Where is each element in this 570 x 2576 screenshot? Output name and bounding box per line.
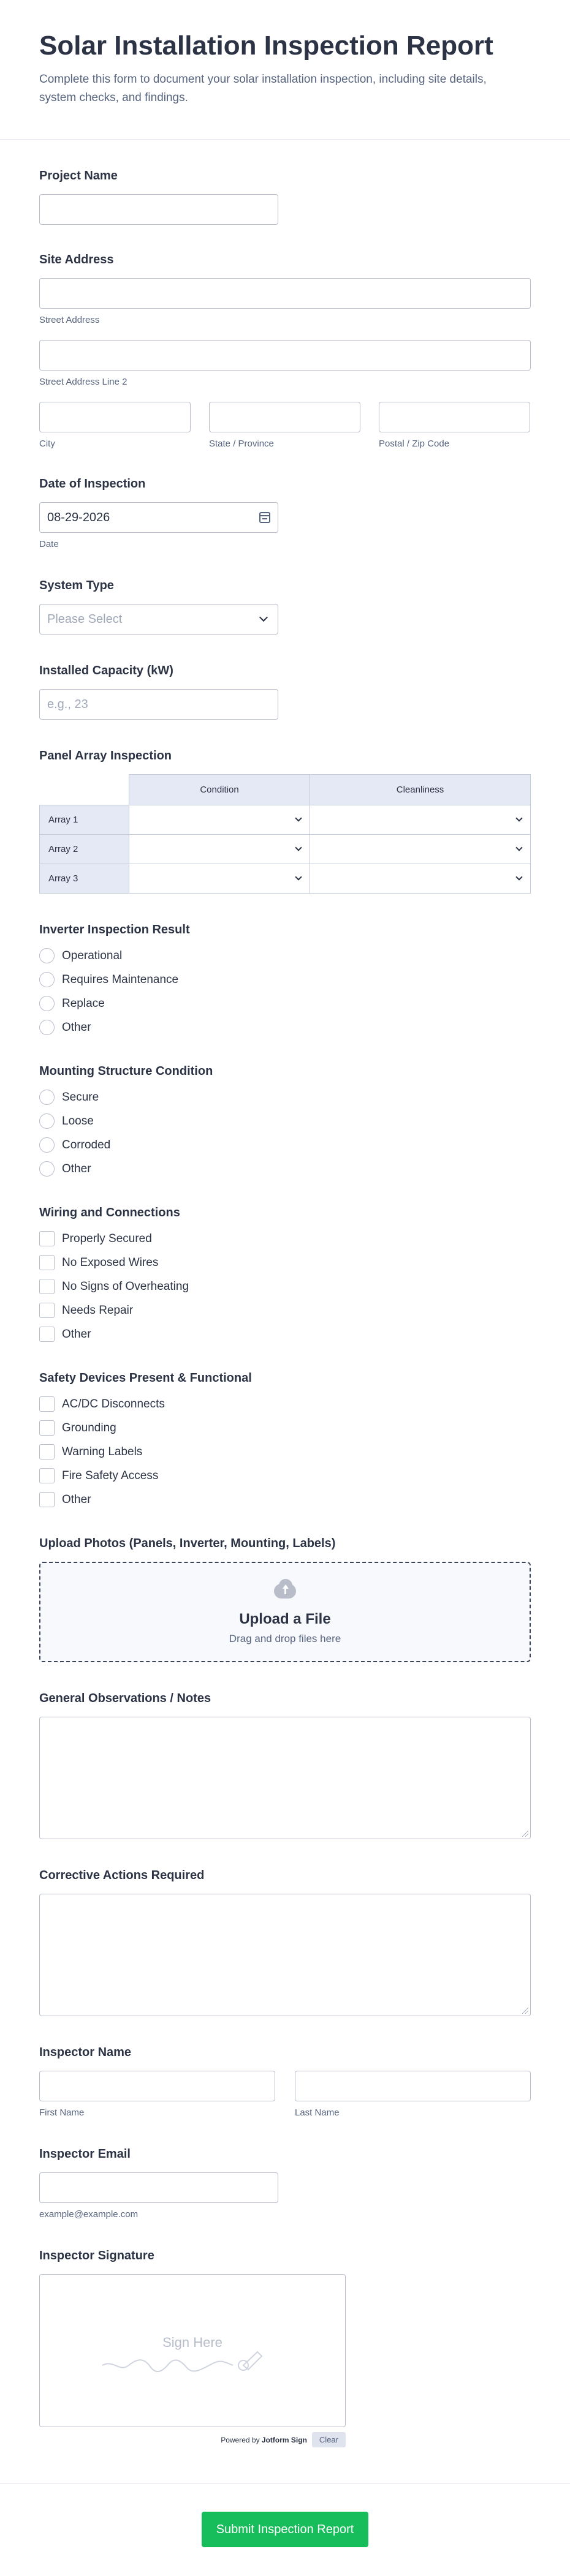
chevron-down-icon xyxy=(515,815,522,821)
street-address-input[interactable] xyxy=(39,278,531,309)
array2-condition-select[interactable] xyxy=(129,835,310,864)
clear-signature-button[interactable]: Clear xyxy=(312,2432,346,2447)
street-address-line2-input[interactable] xyxy=(39,340,531,371)
corrective-question xyxy=(39,1869,531,2016)
signature-label: Inspector Signature xyxy=(39,2249,154,2263)
signature-scribble-icon xyxy=(101,2347,285,2378)
postal-sublabel: Postal / Zip Code xyxy=(379,439,450,450)
checkbox[interactable] xyxy=(39,1255,55,1270)
resize-handle-icon[interactable] xyxy=(522,1831,528,1837)
option-label: Needs Repair xyxy=(62,1303,134,1317)
array1-condition-select[interactable] xyxy=(129,806,310,834)
site-address-question xyxy=(39,253,531,449)
mounting-label: Mounting Structure Condition xyxy=(39,1064,213,1079)
mounting-option[interactable] xyxy=(39,1090,531,1105)
capacity-input[interactable] xyxy=(39,689,278,720)
signature-question xyxy=(39,2249,531,2447)
first-name-sublabel: First Name xyxy=(39,2107,85,2118)
state-sublabel: State / Province xyxy=(209,439,274,450)
corrective-textarea[interactable] xyxy=(39,1894,531,2016)
radio-button[interactable] xyxy=(39,1161,55,1177)
option-label: Warning Labels xyxy=(62,1445,143,1458)
option-label: Other xyxy=(62,1162,91,1175)
inspector-email-question xyxy=(39,2147,531,2220)
matrix-col-condition: Condition xyxy=(129,775,310,805)
checkbox[interactable] xyxy=(39,1231,55,1246)
matrix-row-array1: Array 1 xyxy=(40,805,129,835)
checkbox[interactable] xyxy=(39,1420,55,1436)
street-address-line2-sublabel: Street Address Line 2 xyxy=(39,377,127,388)
project-name-input[interactable] xyxy=(39,194,278,225)
mounting-option[interactable] xyxy=(39,1161,531,1177)
form-subtitle: Complete this form to document your solar installation inspection, including site details, system checks, and findings. xyxy=(39,72,487,104)
resize-handle-icon[interactable] xyxy=(522,2008,528,2014)
radio-button[interactable] xyxy=(39,1137,55,1153)
chevron-down-icon xyxy=(515,844,522,851)
wiring-label: Wiring and Connections xyxy=(39,1206,180,1220)
observations-label: General Observations / Notes xyxy=(39,1692,211,1706)
checkbox[interactable] xyxy=(39,1444,55,1459)
inverter-option[interactable] xyxy=(39,972,531,987)
inspector-name-label: Inspector Name xyxy=(39,2046,132,2060)
site-address-label: Site Address xyxy=(39,253,114,267)
system-type-placeholder: Please Select xyxy=(47,612,123,626)
first-name-input[interactable] xyxy=(39,2071,275,2101)
email-sublabel: example@example.com xyxy=(39,2209,139,2220)
upload-label: Upload Photos (Panels, Inverter, Mounting, Labels) xyxy=(39,1537,336,1551)
option-label: Other xyxy=(62,1327,91,1341)
array3-condition-select[interactable] xyxy=(129,865,310,893)
matrix-row-array2: Array 2 xyxy=(40,835,129,864)
date-sublabel: Date xyxy=(39,539,59,550)
panel-array-matrix xyxy=(39,774,531,894)
option-label: Grounding xyxy=(62,1421,116,1434)
option-label: Fire Safety Access xyxy=(62,1469,159,1482)
form-title: Solar Installation Inspection Report xyxy=(39,31,493,61)
form-body xyxy=(0,169,570,2447)
project-name-label: Project Name xyxy=(39,169,118,183)
wiring-question xyxy=(39,1206,531,1342)
wiring-option[interactable] xyxy=(39,1231,531,1246)
capacity-label: Installed Capacity (kW) xyxy=(39,664,173,678)
capacity-placeholder: e.g., 23 xyxy=(47,697,88,711)
radio-button[interactable] xyxy=(39,1090,55,1105)
inspector-name-question xyxy=(39,2046,531,2118)
mounting-question xyxy=(39,1064,531,1177)
checkbox[interactable] xyxy=(39,1396,55,1412)
chevron-down-icon xyxy=(259,613,268,622)
option-label: Requires Maintenance xyxy=(62,973,179,986)
radio-button[interactable] xyxy=(39,1020,55,1035)
system-type-select[interactable] xyxy=(39,604,278,635)
option-label: No Signs of Overheating xyxy=(62,1279,189,1293)
observations-textarea[interactable] xyxy=(39,1717,531,1839)
option-label: Replace xyxy=(62,996,105,1010)
state-input[interactable] xyxy=(209,402,360,432)
last-name-sublabel: Last Name xyxy=(295,2107,340,2118)
capacity-question xyxy=(39,664,531,720)
checkbox[interactable] xyxy=(39,1468,55,1483)
corrective-label: Corrective Actions Required xyxy=(39,1869,205,1883)
street-address-sublabel: Street Address xyxy=(39,315,100,326)
observations-question xyxy=(39,1692,531,1839)
date-question xyxy=(39,477,531,549)
matrix-corner xyxy=(40,775,129,805)
safety-label: Safety Devices Present & Functional xyxy=(39,1371,252,1385)
radio-button[interactable] xyxy=(39,1113,55,1129)
radio-button[interactable] xyxy=(39,996,55,1011)
safety-question xyxy=(39,1371,531,1507)
mounting-option[interactable] xyxy=(39,1113,531,1129)
panel-array-label: Panel Array Inspection xyxy=(39,749,172,763)
form-footer xyxy=(0,2483,570,2576)
array1-cleanliness-select[interactable] xyxy=(310,806,530,834)
chevron-down-icon xyxy=(295,815,302,821)
project-name-question xyxy=(39,169,531,225)
wiring-option[interactable] xyxy=(39,1255,531,1270)
city-input[interactable] xyxy=(39,402,191,432)
checkbox[interactable] xyxy=(39,1327,55,1342)
option-label: Secure xyxy=(62,1090,99,1104)
system-type-label: System Type xyxy=(39,579,114,593)
powered-by-text: Powered by Jotform Sign xyxy=(221,2435,307,2444)
city-sublabel: City xyxy=(39,439,55,450)
date-value: 08-29-2026 xyxy=(47,510,110,524)
checkbox[interactable] xyxy=(39,1492,55,1507)
matrix-row-array3: Array 3 xyxy=(40,864,129,894)
wiring-option[interactable] xyxy=(39,1279,531,1294)
signature-placeholder: Sign Here xyxy=(162,2335,222,2351)
inverter-option[interactable] xyxy=(39,1020,531,1035)
option-label: AC/DC Disconnects xyxy=(62,1397,165,1410)
calendar-icon[interactable] xyxy=(259,512,270,523)
safety-option[interactable] xyxy=(39,1444,531,1459)
date-input[interactable] xyxy=(39,502,278,533)
form-header xyxy=(0,0,570,140)
matrix-col-cleanliness: Cleanliness xyxy=(310,775,531,805)
checkbox[interactable] xyxy=(39,1303,55,1318)
option-label: Properly Secured xyxy=(62,1232,152,1245)
radio-button[interactable] xyxy=(39,972,55,987)
safety-option[interactable] xyxy=(39,1468,531,1483)
postal-input[interactable] xyxy=(379,402,530,432)
inverter-question xyxy=(39,923,531,1035)
system-type-question xyxy=(39,579,531,635)
safety-option[interactable] xyxy=(39,1492,531,1507)
safety-option[interactable] xyxy=(39,1396,531,1412)
safety-option[interactable] xyxy=(39,1420,531,1436)
array2-cleanliness-select[interactable] xyxy=(310,835,530,864)
signature-pad[interactable] xyxy=(39,2274,346,2427)
inverter-option[interactable] xyxy=(39,948,531,963)
upload-title: Upload a File xyxy=(239,1611,331,1628)
date-label: Date of Inspection xyxy=(39,477,146,491)
option-label: Other xyxy=(62,1020,91,1034)
mounting-option[interactable] xyxy=(39,1137,531,1153)
inspector-email-label: Inspector Email xyxy=(39,2147,131,2161)
radio-button[interactable] xyxy=(39,948,55,963)
panel-array-question xyxy=(39,749,531,894)
wiring-option[interactable] xyxy=(39,1303,531,1318)
wiring-option[interactable] xyxy=(39,1327,531,1342)
upload-question xyxy=(39,1537,531,1662)
submit-button[interactable]: Submit Inspection Report xyxy=(202,2512,368,2547)
option-label: Corroded xyxy=(62,1138,111,1151)
inverter-label: Inverter Inspection Result xyxy=(39,923,190,937)
option-label: Operational xyxy=(62,949,123,962)
option-label: Other xyxy=(62,1493,91,1506)
upload-subtitle: Drag and drop files here xyxy=(229,1633,341,1645)
inverter-option[interactable] xyxy=(39,996,531,1011)
chevron-down-icon xyxy=(515,873,522,880)
option-label: Loose xyxy=(62,1114,94,1128)
array3-cleanliness-select[interactable] xyxy=(310,865,530,893)
chevron-down-icon xyxy=(295,873,302,880)
checkbox[interactable] xyxy=(39,1279,55,1294)
email-input[interactable] xyxy=(39,2172,278,2203)
cloud-upload-icon xyxy=(270,1579,300,1600)
chevron-down-icon xyxy=(295,844,302,851)
option-label: No Exposed Wires xyxy=(62,1256,159,1269)
file-upload-dropzone[interactable] xyxy=(39,1562,531,1662)
last-name-input[interactable] xyxy=(295,2071,531,2101)
